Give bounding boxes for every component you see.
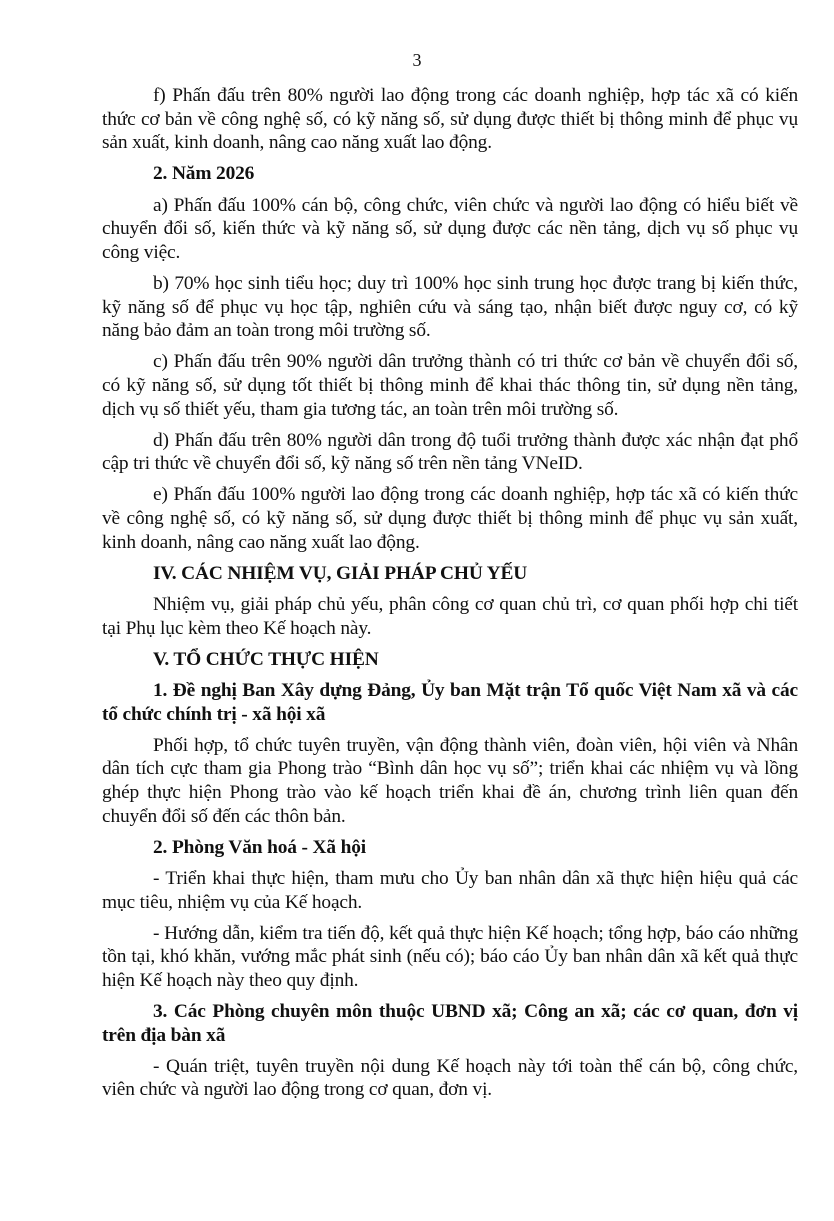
paragraph: f) Phấn đấu trên 80% người lao động trong các doanh nghiệp, hợp tác xã có kiến thức cơ bản về công nghệ số, có kỹ năng số, sử dụng được thiết bị thông minh để phục vụ sản xuất, kinh doanh, nâng cao năng xuất lao động.: [102, 85, 798, 154]
section-heading: 2. Năm 2026: [153, 163, 255, 185]
page-number: 3: [412, 50, 422, 70]
paragraph: e) Phấn đấu 100% người lao động trong các doanh nghiệp, hợp tác xã có kiến thức về công nghệ số, có kỹ năng số, sử dụng được thiết bị thông minh để phục vụ sản xuất, kinh doanh, nâng cao năng xuất lao động.: [102, 484, 798, 553]
paragraph: b) 70% học sinh tiểu học; duy trì 100% học sinh trung học được trang bị kiến thức, kỹ năng số để phục vụ học tập, nghiên cứu và sáng tạo, nhận biết được nguy cơ, có kỹ năng bảo đảm an toàn trong môi trường số.: [102, 272, 798, 342]
section-heading: 3. Các Phòng chuyên môn thuộc UBND xã; Công an xã; các cơ quan, đơn vị trên địa bàn xã: [102, 1001, 798, 1046]
paragraph: a) Phấn đấu 100% cán bộ, công chức, viên chức và người lao động có hiểu biết về chuyển đổi số, kiến thức và kỹ năng số, sử dụng được các nền tảng, dịch vụ số phục vụ công việc.: [102, 194, 798, 263]
paragraph: d) Phấn đấu trên 80% người dân trong độ tuổi trưởng thành được xác nhận đạt phổ cập tri thức về chuyển đổi số, kỹ năng số trên nền tảng VNeID.: [102, 429, 798, 475]
paragraph: c) Phấn đấu trên 90% người dân trưởng thành có tri thức cơ bản về chuyển đổi số, có kỹ năng số, sử dụng tốt thiết bị thông minh để khai thác thông tin, sử dụng nền tảng, dịch vụ số thiết yếu, tham gia tương tác, an toàn trên môi trường số.: [102, 351, 798, 420]
paragraph: Phối hợp, tổ chức tuyên truyền, vận động thành viên, đoàn viên, hội viên và Nhân dân tích cực tham gia Phong trào “Bình dân học vụ số”; triển khai các nhiệm vụ và lồng ghép thực hiện Phong trào vào kế hoạch triển khai đề án, chương trình liên quan đến chuyển đổi số đến các thôn bản.: [102, 734, 798, 827]
document-body: [102, 84, 798, 1110]
paragraph: - Hướng dẫn, kiểm tra tiến độ, kết quả thực hiện Kế hoạch; tổng hợp, báo cáo những tồn tại, khó khăn, vướng mắc phát sinh (nếu có); báo cáo Ủy ban nhân dân xã kết quả thực hiện Kế hoạch này theo quy định.: [102, 922, 798, 991]
paragraph: - Triển khai thực hiện, tham mưu cho Ủy ban nhân dân xã thực hiện hiệu quả các mục tiêu, nhiệm vụ của Kế hoạch.: [102, 867, 798, 913]
section-heading: IV. CÁC NHIỆM VỤ, GIẢI PHÁP CHỦ YẾU: [153, 562, 528, 584]
paragraph: - Quán triệt, tuyên truyền nội dung Kế hoạch này tới toàn thể cán bộ, công chức, viên chức và người lao động trong cơ quan, đơn vị.: [102, 1055, 798, 1101]
section-heading: 2. Phòng Văn hoá - Xã hội: [153, 836, 367, 858]
section-heading: V. TỔ CHỨC THỰC HIỆN: [153, 648, 379, 670]
paragraph: Nhiệm vụ, giải pháp chủ yếu, phân công cơ quan chủ trì, cơ quan phối hợp chi tiết tại Phụ lục kèm theo Kế hoạch này.: [102, 594, 798, 639]
section-heading: 1. Đề nghị Ban Xây dựng Đảng, Ủy ban Mặt trận Tổ quốc Việt Nam xã và các tổ chức chính trị - xã hội xã: [102, 680, 798, 725]
